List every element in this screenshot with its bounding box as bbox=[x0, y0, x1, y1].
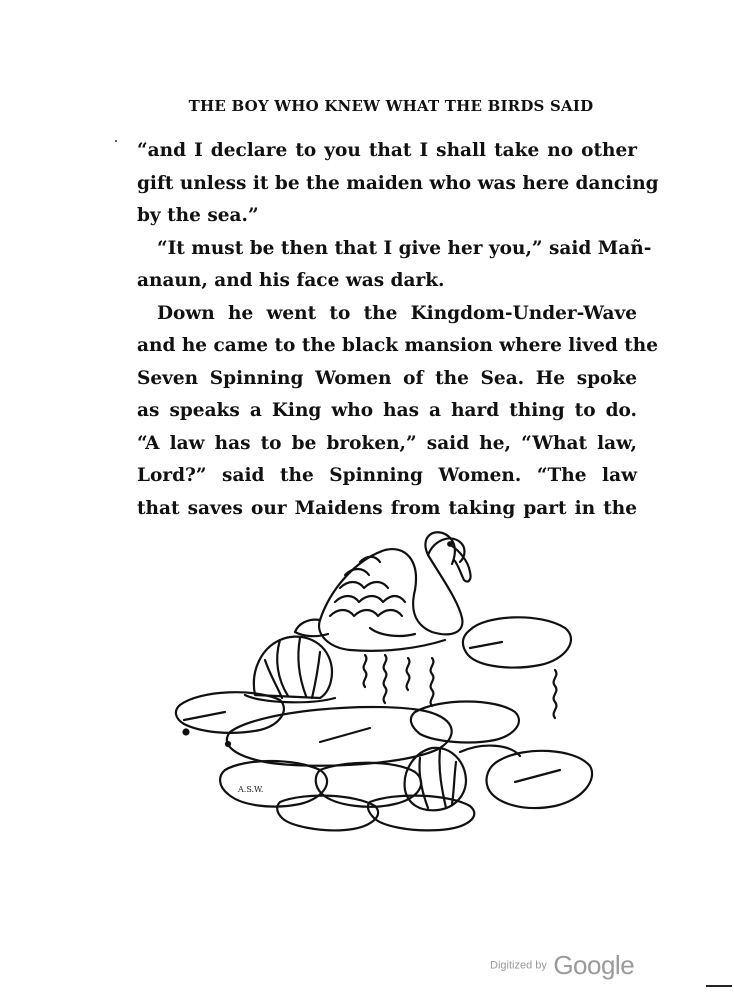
text-line: anaun, and his face was dark. bbox=[137, 270, 445, 291]
running-head: THE BOY WHO KNEW WHAT THE BIRDS SAID bbox=[188, 97, 594, 115]
margin-speck bbox=[115, 140, 117, 142]
body-text bbox=[137, 135, 659, 525]
text-line: as speaks a King who has a hard thing to do. bbox=[137, 400, 637, 421]
text-line: and he came to the black mansion where lived the bbox=[137, 335, 659, 356]
lily-pad-right bbox=[463, 617, 571, 667]
digitized-label: Digitized by bbox=[490, 959, 547, 972]
text-line: “and I declare to you that I shall take no other bbox=[137, 140, 637, 161]
text-line: “A law has to be broken,” said he, “What law, bbox=[137, 432, 637, 454]
lily-pad-lower-right bbox=[487, 751, 593, 808]
swan-illustration bbox=[170, 520, 610, 840]
lily-pad-left bbox=[176, 692, 284, 733]
text-line: “It must be then that I give her you,” said Mañ- bbox=[157, 237, 652, 259]
swan-body bbox=[320, 532, 462, 634]
text-line: Down he went to the Kingdom-Under-Wave bbox=[157, 302, 637, 324]
text-line: Lord?” said the Spinning Women. “The law bbox=[137, 465, 637, 486]
google-logo: Google bbox=[553, 950, 635, 980]
water-lily-left bbox=[254, 637, 332, 698]
artist-signature: A.S.W. bbox=[238, 785, 264, 794]
text-line: gift unless it be the maiden who was here dancing bbox=[137, 172, 659, 194]
text-line: that saves our Maidens from taking part in the bbox=[137, 497, 637, 519]
text-line: by the sea.” bbox=[137, 205, 259, 226]
text-line: Seven Spinning Women of the Sea. He spoke bbox=[137, 367, 637, 389]
digitized-watermark bbox=[490, 950, 634, 981]
page-edge-mark bbox=[706, 985, 732, 987]
